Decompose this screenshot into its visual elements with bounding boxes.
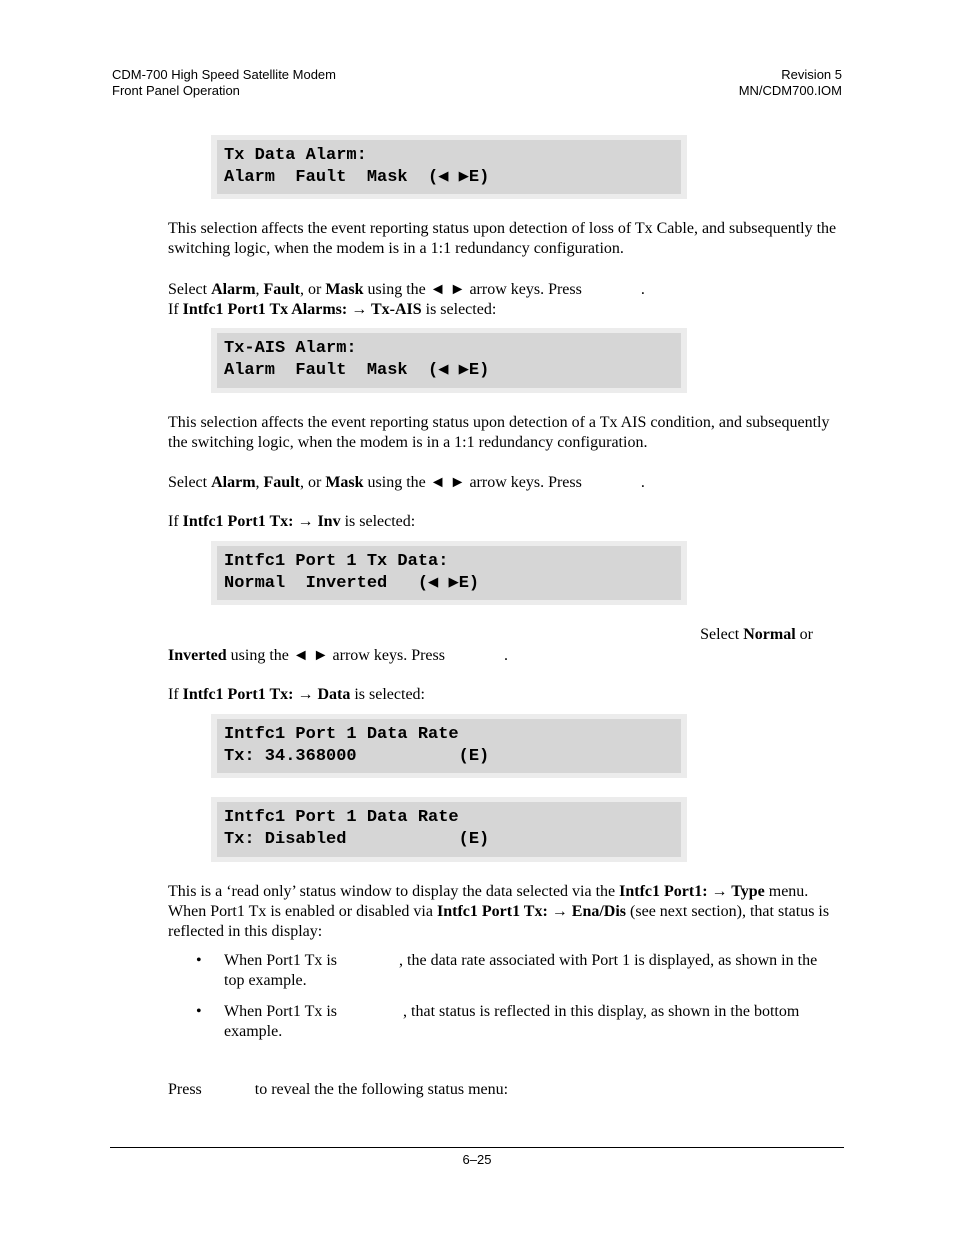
lcd-line-2: Normal Inverted (◀ ▶E) xyxy=(224,573,480,593)
paragraph-select-normal-line2: Inverted using the ◄ ► arrow keys. Press . xyxy=(168,647,508,664)
lcd-tx-data-invert xyxy=(211,541,687,605)
lcd-line-1: Intfc1 Port 1 Data Rate xyxy=(224,725,459,744)
paragraph-select-alarm-1: Select Alarm, Fault, or Mask using the ◄ ► arrow keys. Press . xyxy=(168,281,645,298)
lcd-tx-data-alarm xyxy=(211,135,687,199)
doc-number: MN/CDM700.IOM xyxy=(738,83,842,98)
footer-rule xyxy=(110,1147,844,1148)
lcd-line-1: Intfc1 Port 1 Data Rate xyxy=(224,808,459,827)
lcd-data-rate-disabled xyxy=(211,797,687,862)
paragraph-press: Press to reveal the the following status menu: xyxy=(168,1081,509,1098)
bullet-disabled: When Port1 Tx is , that status is reflected in this display, as shown in the bottom example. xyxy=(224,1003,800,1040)
paragraph-if-tx-ais: If Intfc1 Port1 Tx Alarms: → Tx-AIS is selected: xyxy=(168,301,497,318)
lcd-tx-ais-alarm xyxy=(211,328,687,393)
bullet-symbol: • xyxy=(196,952,202,969)
lcd-line-1: Intfc1 Port 1 Tx Data: xyxy=(224,552,449,571)
paragraph-tx-cable: This selection affects the event reporting status upon detection of loss of Tx Cable, and subsequently the switching logic, when the modem is in a 1:1 redundancy configuration. xyxy=(168,220,837,257)
paragraph-read-only: This is a ‘read only’ status window to display the data selected via the Intfc1 Port1: → Type menu. When Port1 Tx is enabled or disabled via Intfc1 Port1 Tx: → Ena/Dis (see next section), that status is reflected in this display: xyxy=(168,883,830,940)
paragraph-select-alarm-2: Select Alarm, Fault, or Mask using the ◄ ► arrow keys. Press . xyxy=(168,474,645,491)
bullet-symbol: • xyxy=(196,1003,202,1020)
paragraph-tx-ais: This selection affects the event reporting status upon detection of a Tx AIS condition, and subsequently the switching logic, when the modem is in a 1:1 redundancy configuration. xyxy=(168,414,830,451)
lcd-line-2: Tx: 34.368000 (E) xyxy=(224,746,490,766)
header-left xyxy=(112,67,336,99)
lcd-data-rate-enabled xyxy=(211,714,687,778)
paragraph-if-inv: If Intfc1 Port1 Tx: → Inv is selected: xyxy=(168,513,416,530)
lcd-line-1: Tx Data Alarm: xyxy=(224,146,367,165)
header-right xyxy=(739,67,842,99)
paragraph-select-normal-line1: Select Normal or xyxy=(700,626,813,643)
lcd-line-2: Alarm Fault Mask (◀ ▶E) xyxy=(224,167,490,187)
lcd-line-2: Alarm Fault Mask (◀ ▶E) xyxy=(224,360,490,380)
bullet-enabled: When Port1 Tx is , the data rate associated with Port 1 is displayed, as shown in the top example. xyxy=(224,952,818,989)
lcd-line-2: Tx: Disabled (E) xyxy=(224,829,490,849)
paragraph-if-data: If Intfc1 Port1 Tx: → Data is selected: xyxy=(168,686,425,703)
doc-title: CDM-700 High Speed Satellite Modem xyxy=(112,67,336,82)
page-number: 6–25 xyxy=(462,1152,492,1167)
doc-section: Front Panel Operation xyxy=(112,83,240,98)
doc-revision: Revision 5 xyxy=(781,67,842,82)
lcd-line-1: Tx-AIS Alarm: xyxy=(224,339,357,358)
